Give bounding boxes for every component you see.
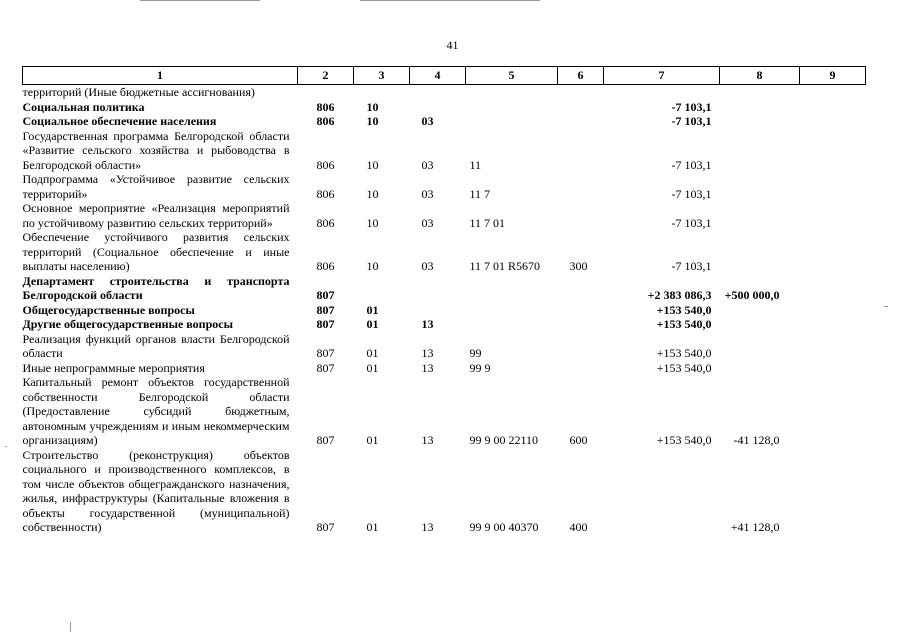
row-name-cell: Социальная политика bbox=[22, 99, 145, 114]
column-2-cell: 806 bbox=[316, 186, 335, 201]
column-3-cell: 01 bbox=[366, 302, 379, 317]
table-row bbox=[23, 85, 866, 100]
column-8-cell: -41 128,0 bbox=[733, 433, 780, 447]
header-row bbox=[23, 67, 866, 85]
row-name-cell: Департамент строительства и транспорта Белгородской области bbox=[22, 273, 290, 302]
table-row bbox=[23, 375, 866, 448]
column-9-cell bbox=[800, 114, 866, 129]
column-2-cell bbox=[298, 85, 354, 100]
column-5-cell: 99 9 00 22110 bbox=[469, 433, 539, 447]
column-header-5: 5 bbox=[466, 67, 558, 85]
column-3-cell: 10 bbox=[366, 215, 379, 230]
column-6-cell bbox=[558, 129, 604, 173]
column-7-cell: +2 383 086,3 bbox=[647, 288, 712, 302]
column-4-cell bbox=[410, 85, 466, 100]
column-header-6: 6 bbox=[558, 67, 604, 85]
column-8-cell bbox=[720, 361, 800, 376]
column-5-cell: 99 9 bbox=[469, 360, 491, 375]
table-row bbox=[23, 201, 866, 230]
column-4-cell: 03 bbox=[421, 157, 434, 172]
column-9-cell bbox=[800, 448, 866, 535]
column-header-2: 2 bbox=[298, 67, 354, 85]
column-8-cell bbox=[720, 303, 800, 318]
column-header-7: 7 bbox=[604, 67, 720, 85]
row-name-cell: Другие общегосударственные вопросы bbox=[22, 317, 233, 331]
column-6-cell bbox=[558, 303, 604, 318]
column-5-cell bbox=[466, 85, 558, 100]
column-2-cell: 807 bbox=[316, 302, 335, 317]
column-9-cell bbox=[800, 201, 866, 230]
column-8-cell bbox=[720, 317, 800, 332]
column-4-cell: 13 bbox=[421, 520, 434, 534]
column-6-cell: 300 bbox=[569, 259, 588, 273]
column-9-cell bbox=[800, 129, 866, 173]
column-8-cell: +41 128,0 bbox=[730, 520, 780, 534]
column-2-cell: 807 bbox=[316, 346, 335, 360]
column-4-cell: 13 bbox=[421, 317, 434, 331]
column-8-cell bbox=[720, 201, 800, 230]
column-7-cell: -7 103,1 bbox=[671, 157, 712, 172]
column-6-cell bbox=[558, 361, 604, 376]
column-9-cell bbox=[800, 303, 866, 318]
column-4-cell bbox=[410, 303, 466, 318]
column-2-cell: 807 bbox=[316, 433, 335, 447]
budget-table bbox=[22, 66, 866, 535]
column-5-cell: 99 bbox=[469, 346, 482, 360]
row-name-cell: Подпрограмма «Устойчивое развитие сельских территорий» bbox=[22, 172, 290, 201]
column-8-cell bbox=[720, 129, 800, 173]
column-3-cell bbox=[354, 274, 410, 303]
column-7-cell: -7 103,1 bbox=[671, 215, 712, 230]
column-header-3: 3 bbox=[354, 67, 410, 85]
column-5-cell bbox=[466, 114, 558, 129]
column-2-cell: 807 bbox=[316, 288, 335, 302]
table-row bbox=[23, 448, 866, 535]
row-name-cell: территорий (Иные бюджетные ассигнования) bbox=[22, 85, 255, 99]
table-row bbox=[23, 100, 866, 115]
row-name-cell: Обеспечение устойчивого развития сельских территорий (Социальное обеспечение и иные выплаты населению) bbox=[22, 230, 290, 273]
column-9-cell bbox=[800, 317, 866, 332]
column-7-cell: +153 540,0 bbox=[656, 346, 712, 360]
column-9-cell bbox=[800, 85, 866, 100]
column-2-cell: 807 bbox=[316, 520, 335, 534]
column-5-cell: 99 9 00 40370 bbox=[469, 520, 539, 534]
page-number: 41 bbox=[446, 38, 459, 52]
column-2-cell: 806 bbox=[316, 99, 335, 114]
column-3-cell: 01 bbox=[366, 346, 379, 360]
column-6-cell: 400 bbox=[569, 520, 588, 534]
column-4-cell: 03 bbox=[421, 114, 434, 128]
column-8-cell bbox=[720, 332, 800, 361]
column-header-8: 8 bbox=[720, 67, 800, 85]
column-header-9: 9 bbox=[800, 67, 866, 85]
column-8-cell bbox=[720, 114, 800, 129]
column-5-cell: 11 7 01 R5670 bbox=[469, 259, 541, 273]
column-7-cell: -7 103,1 bbox=[671, 259, 712, 273]
row-name-cell: Основное мероприятие «Реализация мероприятий по устойчивому развитию сельских территорий» bbox=[22, 201, 290, 230]
column-7-cell bbox=[604, 448, 720, 535]
column-9-cell bbox=[800, 230, 866, 274]
column-6-cell bbox=[558, 274, 604, 303]
column-2-cell: 806 bbox=[316, 259, 335, 273]
column-4-cell bbox=[410, 274, 466, 303]
column-2-cell: 807 bbox=[316, 360, 335, 375]
column-7-cell: +153 540,0 bbox=[656, 360, 712, 375]
column-2-cell: 806 bbox=[316, 215, 335, 230]
column-3-cell: 01 bbox=[366, 360, 379, 375]
column-7-cell: +153 540,0 bbox=[656, 317, 712, 331]
column-6-cell bbox=[558, 100, 604, 115]
column-8-cell bbox=[720, 85, 800, 100]
column-7-cell: -7 103,1 bbox=[671, 186, 712, 201]
column-5-cell: 11 bbox=[469, 157, 482, 172]
column-9-cell bbox=[800, 274, 866, 303]
table-row bbox=[23, 303, 866, 318]
column-9-cell bbox=[800, 172, 866, 201]
table-row bbox=[23, 317, 866, 332]
column-7-cell: +153 540,0 bbox=[656, 302, 712, 317]
column-8-cell bbox=[720, 172, 800, 201]
column-9-cell bbox=[800, 100, 866, 115]
row-name-cell: Реализация функций органов власти Белгородской области bbox=[22, 331, 290, 360]
row-name-cell: Капитальный ремонт объектов государственной собственности Белгородской области (Предоставление субсидий бюджетным, автономным учреждениям и иным некоммерческим организациям) bbox=[22, 375, 290, 447]
row-name-cell: Иные непрограммные мероприятия bbox=[22, 360, 205, 375]
table-row bbox=[23, 361, 866, 376]
column-5-cell bbox=[466, 100, 558, 115]
row-name-cell: Общегосударственные вопросы bbox=[22, 302, 195, 317]
column-8-cell bbox=[720, 100, 800, 115]
column-9-cell bbox=[800, 332, 866, 361]
column-3-cell: 10 bbox=[366, 114, 379, 128]
column-6-cell bbox=[558, 114, 604, 129]
column-3-cell: 01 bbox=[366, 317, 379, 331]
column-7-cell: -7 103,1 bbox=[671, 99, 712, 114]
table-row bbox=[23, 172, 866, 201]
column-4-cell: 03 bbox=[421, 215, 434, 230]
column-3-cell: 10 bbox=[366, 259, 379, 273]
column-6-cell bbox=[558, 201, 604, 230]
column-5-cell bbox=[466, 274, 558, 303]
column-4-cell: 13 bbox=[421, 346, 434, 360]
column-6-cell bbox=[558, 85, 604, 100]
column-4-cell: 13 bbox=[421, 360, 434, 375]
column-5-cell bbox=[466, 317, 558, 332]
table-row bbox=[23, 332, 866, 361]
column-8-cell: +500 000,0 bbox=[724, 288, 780, 302]
column-3-cell: 10 bbox=[366, 157, 379, 172]
column-6-cell: 600 bbox=[569, 433, 588, 447]
column-5-cell: 11 7 bbox=[469, 186, 491, 201]
column-7-cell: +153 540,0 bbox=[656, 433, 712, 447]
column-2-cell: 807 bbox=[316, 317, 335, 331]
column-4-cell: 03 bbox=[421, 186, 434, 201]
column-6-cell bbox=[558, 172, 604, 201]
column-3-cell bbox=[354, 85, 410, 100]
column-9-cell bbox=[800, 361, 866, 376]
column-4-cell: 03 bbox=[421, 259, 434, 273]
column-2-cell: 806 bbox=[316, 157, 335, 172]
row-name-cell: Строительство (реконструкция) объектов социального и производственного комплексов, в том числе объектов общегражданского назначения, жилья, инфраструктуры (Капитальные вложения в объекты государственной (муниципальной) собственности) bbox=[22, 447, 290, 534]
table-row bbox=[23, 274, 866, 303]
row-name-cell: Социальное обеспечение населения bbox=[22, 114, 217, 128]
column-3-cell: 10 bbox=[366, 99, 379, 114]
column-header-1: 1 bbox=[23, 67, 298, 85]
table-row bbox=[23, 114, 866, 129]
column-2-cell: 806 bbox=[316, 114, 335, 128]
column-5-cell: 11 7 01 bbox=[469, 215, 506, 230]
column-3-cell: 01 bbox=[366, 433, 379, 447]
column-9-cell bbox=[800, 375, 866, 448]
column-3-cell: 10 bbox=[366, 186, 379, 201]
column-header-4: 4 bbox=[410, 67, 466, 85]
column-6-cell bbox=[558, 317, 604, 332]
column-3-cell: 01 bbox=[366, 520, 379, 534]
column-8-cell bbox=[720, 230, 800, 274]
row-name-cell: Государственная программа Белгородской области «Развитие сельского хозяйства и рыбоводства в Белгородской области» bbox=[22, 128, 290, 172]
table-row bbox=[23, 230, 866, 274]
column-5-cell bbox=[466, 303, 558, 318]
column-4-cell bbox=[410, 100, 466, 115]
column-6-cell bbox=[558, 332, 604, 361]
column-4-cell: 13 bbox=[421, 433, 434, 447]
table-row bbox=[23, 129, 866, 173]
table-body bbox=[23, 85, 866, 535]
column-7-cell: -7 103,1 bbox=[671, 114, 712, 128]
column-7-cell bbox=[604, 85, 720, 100]
